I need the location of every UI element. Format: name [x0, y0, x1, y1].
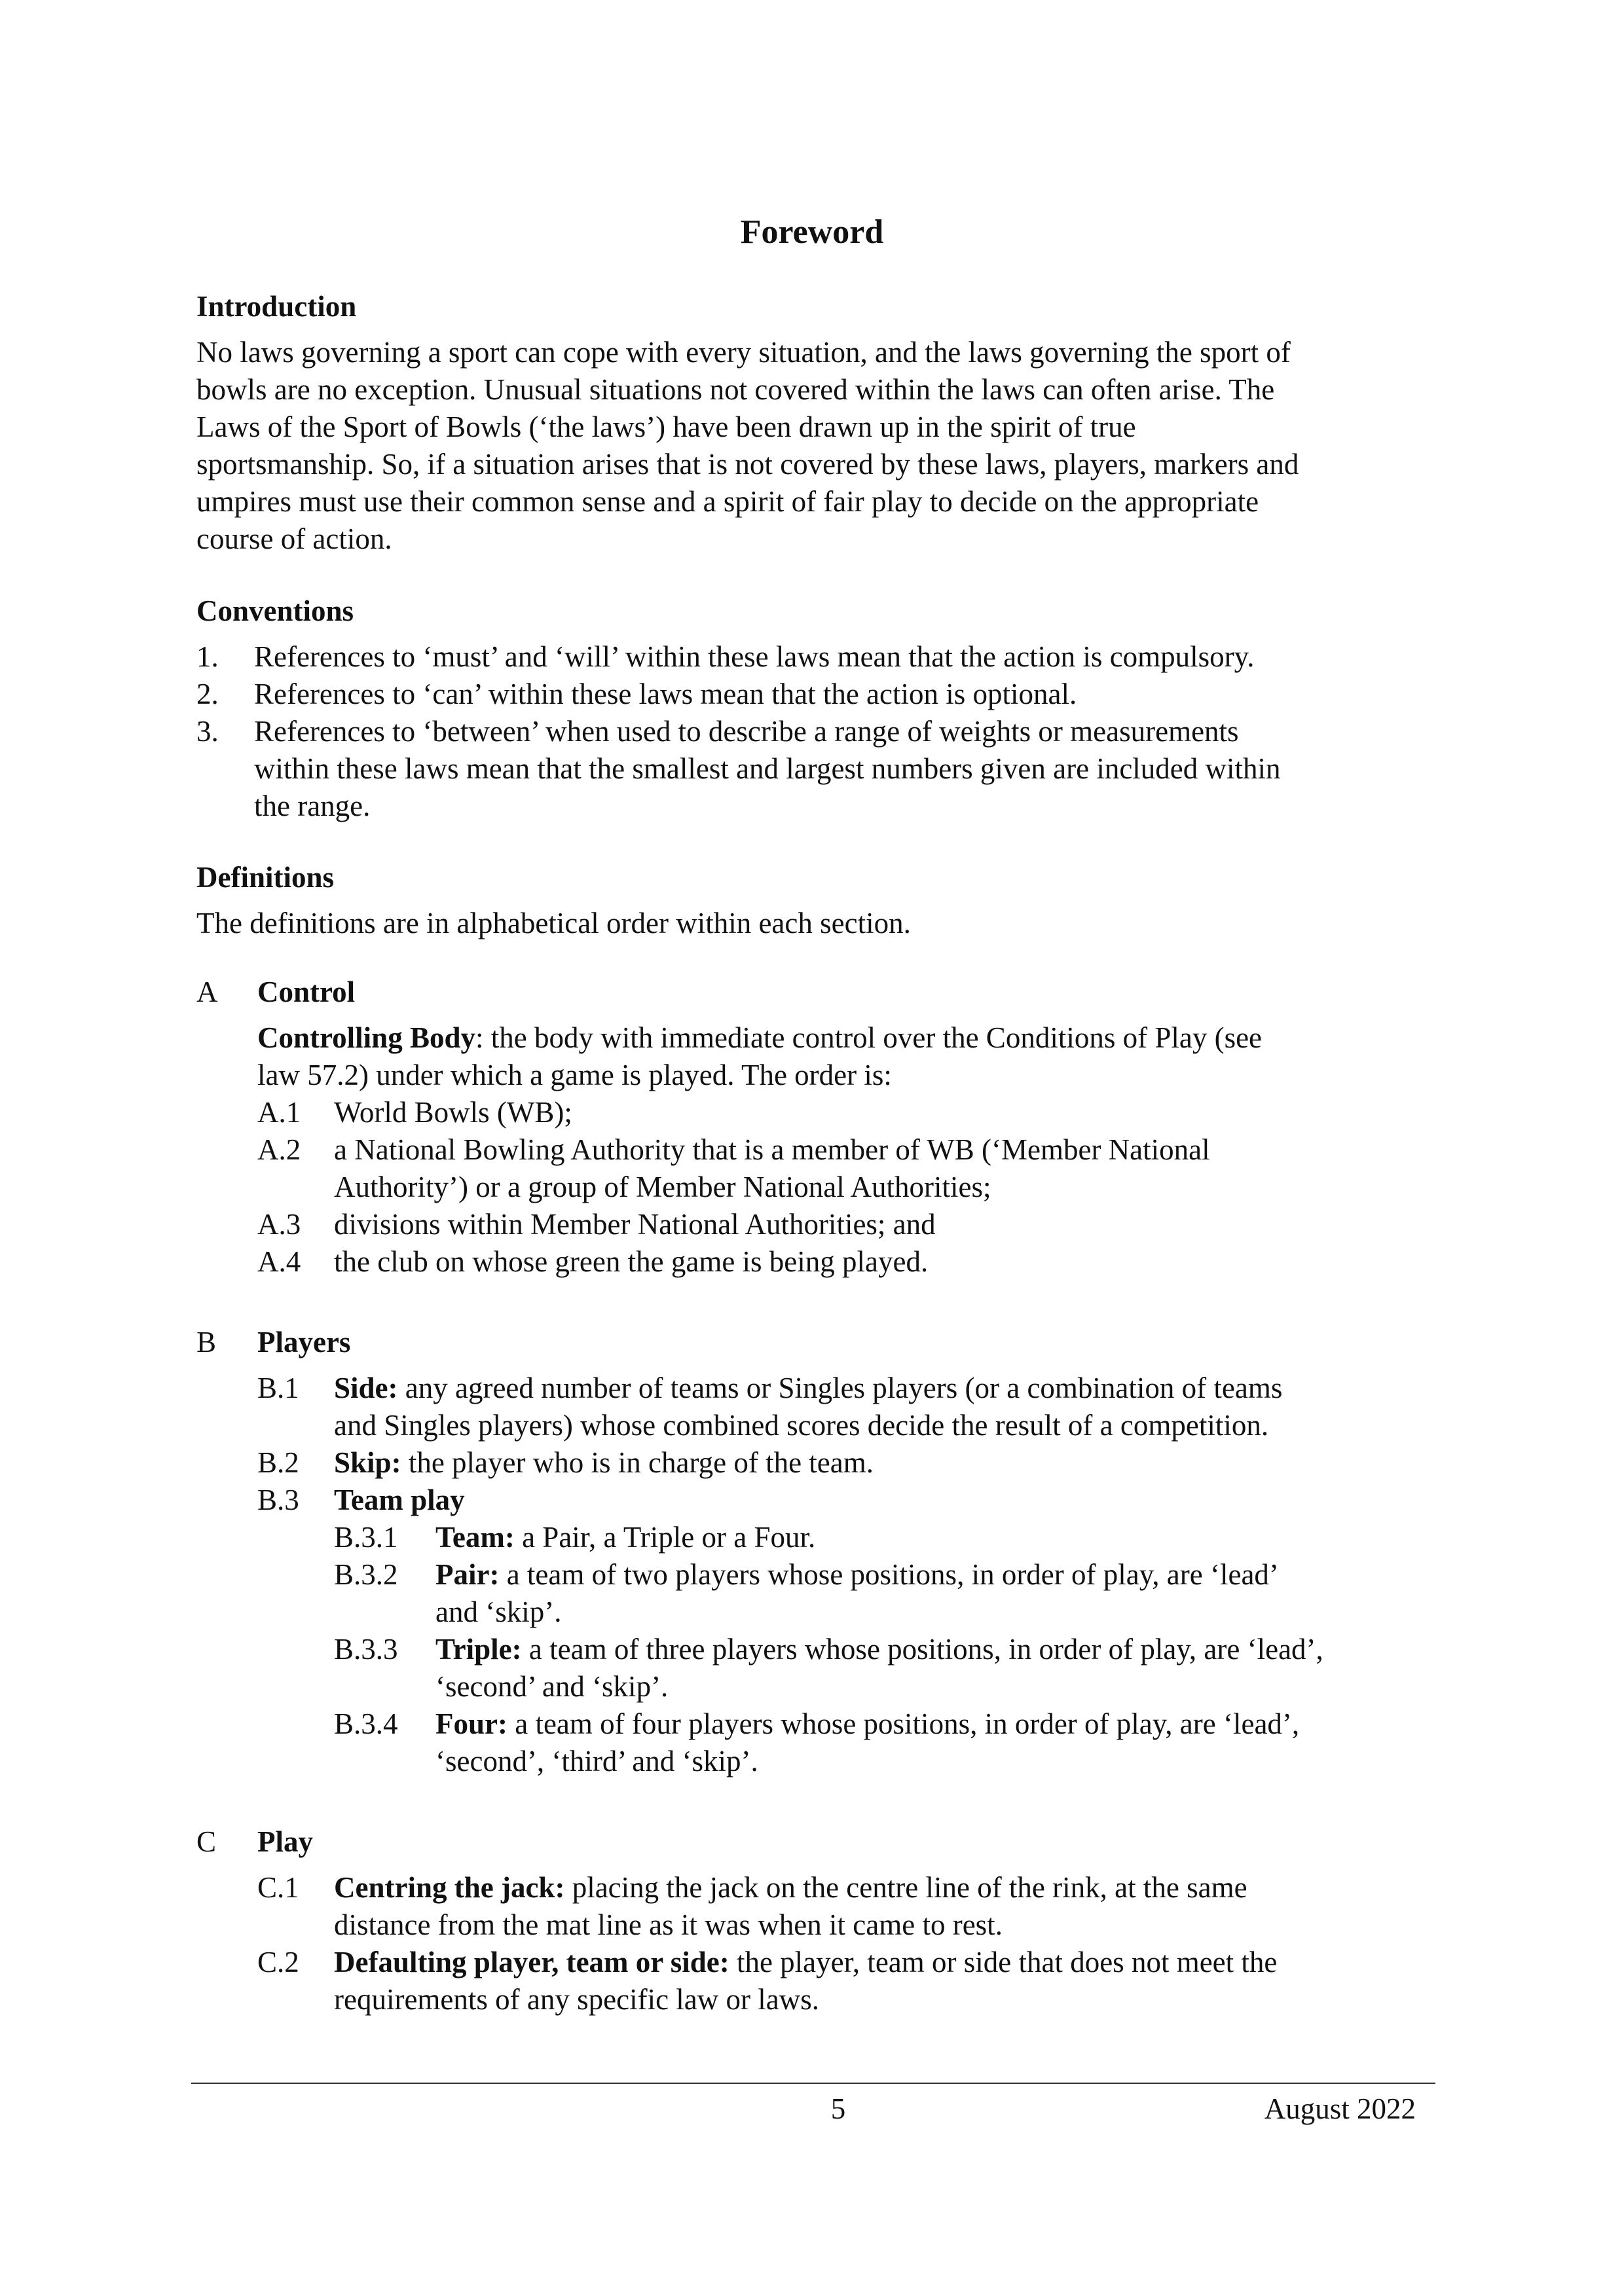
definition-line: : the body with immediate control over the Conditions of Play (see: [475, 1021, 1263, 1054]
subitem-number: B.3.3: [334, 1633, 398, 1666]
section-letter: B: [196, 1326, 217, 1358]
list-number: 3.: [196, 715, 219, 748]
conventions-list: [196, 638, 1441, 835]
list-number: 1.: [196, 640, 219, 673]
section-title: Play: [257, 1825, 313, 1858]
list-item: References to ‘can’ within these laws mean that the action is optional.: [254, 678, 1077, 710]
definition-line: any agreed number of teams or Singles players (or a combination of teams: [397, 1372, 1283, 1404]
item-number: C.1: [257, 1871, 299, 1904]
section-c: [196, 1823, 1441, 2020]
definition-term: Defaulting player, team or side:: [334, 1946, 729, 1978]
definition-text: [257, 1019, 1262, 1057]
definition-term: Controlling Body: [257, 1021, 475, 1054]
intro-line: sportsmanship. So, if a situation arises that is not covered by these laws, players, markers and: [196, 448, 1299, 481]
item-number: A.3: [257, 1208, 301, 1241]
definition-term: Four:: [435, 1707, 507, 1740]
item-text: World Bowls (WB);: [334, 1096, 572, 1129]
definition-term: Side:: [334, 1372, 398, 1404]
subitem-number: B.3.4: [334, 1707, 398, 1740]
list-item: References to ‘must’ and ‘will’ within these laws mean that the action is compulsory.: [254, 640, 1255, 673]
definition-line: a team of two players whose positions, in order of play, are ‘lead’: [499, 1558, 1279, 1591]
section-a: [196, 974, 1441, 1288]
list-item: within these laws mean that the smallest and largest numbers given are included within: [254, 752, 1281, 785]
section-title: Players: [257, 1326, 351, 1358]
definition-line: the player, team or side that does not meet the: [729, 1946, 1278, 1978]
item-text: a National Bowling Authority that is a member of WB (‘Member National: [334, 1133, 1210, 1166]
subitem-number: B.3.2: [334, 1558, 398, 1591]
definition-line: law 57.2) under which a game is played. The order is:: [257, 1059, 892, 1091]
conventions-heading: Conventions: [196, 594, 354, 627]
definition-line: a team of three players whose positions, in order of play, are ‘lead’,: [521, 1633, 1323, 1666]
section-title: Control: [257, 975, 356, 1008]
definitions-intro: The definitions are in alphabetical order within each section.: [196, 907, 911, 939]
subitem-text: ‘second’ and ‘skip’.: [435, 1670, 669, 1703]
section-letter: A: [196, 975, 218, 1008]
item-text: [334, 1944, 1277, 1981]
item-number: C.2: [257, 1946, 299, 1978]
item-text: and Singles players) whose combined scores decide the result of a competition.: [334, 1409, 1269, 1442]
definition-line: the player who is in charge of the team.: [401, 1446, 874, 1479]
intro-line: bowls are no exception. Unusual situations not covered within the laws can often arise. The: [196, 373, 1275, 406]
definitions-heading: Definitions: [196, 861, 335, 894]
subitem-number: B.3.1: [334, 1521, 398, 1554]
item-number: B.1: [257, 1372, 299, 1404]
introduction-heading: Introduction: [196, 290, 357, 323]
introduction-paragraph: [196, 334, 1441, 558]
subitem-text: [435, 1705, 1299, 1743]
definition-line: a team of four players whose positions, in order of play, are ‘lead’,: [507, 1707, 1300, 1740]
definition-line: a Pair, a Triple or a Four.: [514, 1521, 816, 1554]
list-item: References to ‘between’ when used to describe a range of weights or measurements: [254, 715, 1239, 748]
intro-line: Laws of the Sport of Bowls (‘the laws’) have been drawn up in the spirit of true: [196, 410, 1136, 443]
intro-line: course of action.: [196, 522, 392, 555]
definition-term: Centring the jack:: [334, 1871, 565, 1904]
page-title: Foreword: [740, 213, 884, 251]
item-number: A.1: [257, 1096, 301, 1129]
item-text: [334, 1869, 1247, 1906]
item-number: A.4: [257, 1245, 301, 1278]
subitem-text: ‘second’, ‘third’ and ‘skip’.: [435, 1745, 758, 1777]
item-text: [334, 1444, 874, 1482]
item-text: Authority’) or a group of Member National Authorities;: [334, 1171, 991, 1203]
definition-term: Team:: [435, 1521, 515, 1554]
subitem-text: [435, 1519, 815, 1556]
section-b: [196, 1324, 1441, 1795]
definition-term: Pair:: [435, 1558, 500, 1591]
item-text: distance from the mat line as it was when it came to rest.: [334, 1908, 1003, 1941]
definition-line: placing the jack on the centre line of the rink, at the same: [564, 1871, 1247, 1904]
footer-divider: [191, 2083, 1435, 2084]
definition-term: Triple:: [435, 1633, 522, 1666]
item-text: [334, 1370, 1282, 1407]
footer-date: August 2022: [1264, 2092, 1416, 2125]
subsection-title: Team play: [334, 1484, 465, 1516]
item-number: B.2: [257, 1446, 299, 1479]
item-number: A.2: [257, 1133, 301, 1166]
definition-term: Skip:: [334, 1446, 401, 1479]
item-text: divisions within Member National Authorities; and: [334, 1208, 936, 1241]
subitem-text: [435, 1556, 1279, 1594]
list-item: the range.: [254, 790, 371, 822]
item-text: requirements of any specific law or laws.: [334, 1983, 819, 2016]
intro-line: umpires must use their common sense and a spirit of fair play to decide on the appropriate: [196, 485, 1259, 518]
section-letter: C: [196, 1825, 217, 1858]
item-number: B.3: [257, 1484, 299, 1516]
intro-line: No laws governing a sport can cope with every situation, and the laws governing the sport of: [196, 336, 1291, 369]
item-text: the club on whose green the game is being played.: [334, 1245, 929, 1278]
subitem-text: [435, 1631, 1323, 1668]
subitem-text: and ‘skip’.: [435, 1595, 562, 1628]
page-number: 5: [830, 2092, 846, 2125]
list-number: 2.: [196, 678, 219, 710]
